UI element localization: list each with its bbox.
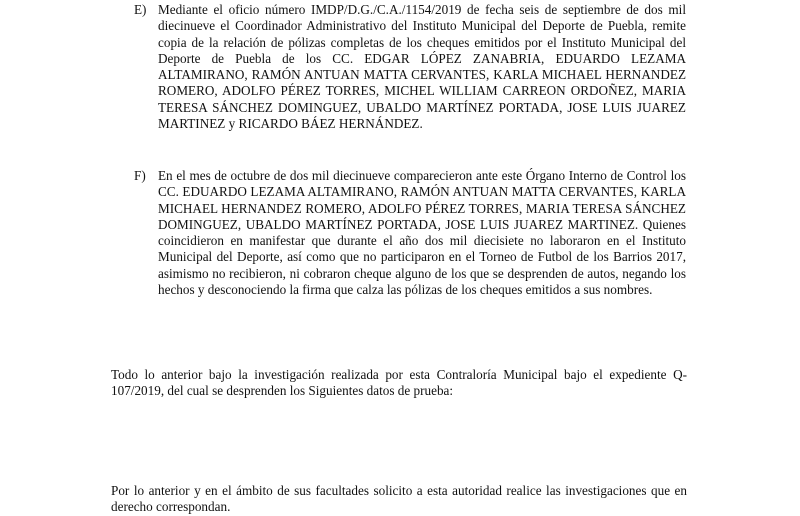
request-paragraph: Por lo anterior y en el ámbito de sus facultades solicito a esta autoridad realice las investigaciones que en derecho correspondan. bbox=[111, 483, 687, 515]
list-marker: F) bbox=[134, 168, 146, 183]
list-marker: E) bbox=[134, 2, 147, 17]
summary-paragraph: Todo lo anterior bajo la investigación realizada por esta Contraloría Municipal bajo el expediente Q-107/2019, del cual se desprenden los Siguientes datos de prueba: bbox=[111, 367, 687, 399]
list-item-text: En el mes de octubre de dos mil diecinueve comparecieron ante este Órgano Interno de Control los CC. EDUARDO LEZAMA ALTAMIRANO, RAMÓN ANTUAN MATTA CERVANTES, KARLA MICHAEL HERNANDEZ ROMERO, ADOLFO PÉREZ TORRES, MARIA TERESA SÁNCHEZ DOMINGUEZ, UBALDO MARTÍNEZ PORTADA, JOSE LUIS JUAREZ MARTINEZ. Quienes coincidieron en manifestar que durante el año dos mil diecisiete no laboraron en el Instituto Municipal del Deporte, así como que no participaron en el Torneo de Futbol de los Barrios 2017, asimismo no recibieron, ni cobraron cheque alguno de los que se desprenden de autos, negando los hechos y desconociendo la firma que calza las pólizas de los cheques emitidos a sus nombres. bbox=[158, 168, 686, 298]
list-item-text: Mediante el oficio número IMDP/D.G./C.A./1154/2019 de fecha seis de septiembre de dos mil diecinueve el Coordinador Administrativo del Instituto Municipal del Deporte de Puebla, remite copia de la relación de pólizas completas de los cheques emitidos por el Instituto Municipal del Deporte de Puebla de los CC. EDGAR LÓPEZ ZANABRIA, EDUARDO LEZAMA ALTAMIRANO, RAMÓN ANTUAN MATTA CERVANTES, KARLA MICHAEL HERNANDEZ ROMERO, ADOLFO PÉREZ TORRES, MICHEL WILLIAM CARREON ORDOÑEZ, MARIA TERESA SÁNCHEZ DOMINGUEZ, UBALDO MARTÍNEZ PORTADA, JOSE LUIS JUAREZ MARTINEZ y RICARDO BÁEZ HERNÁNDEZ. bbox=[158, 2, 686, 132]
